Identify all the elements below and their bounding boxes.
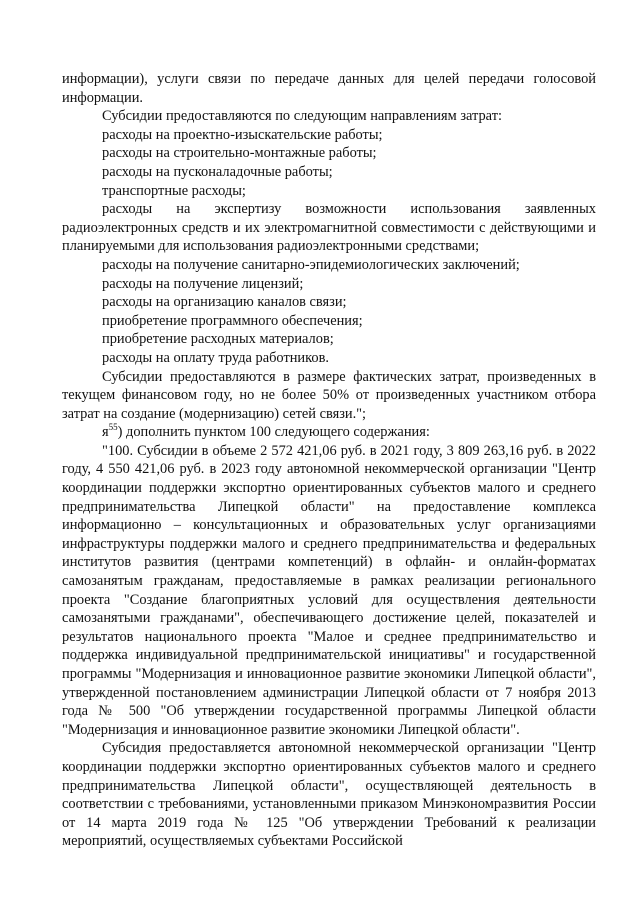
paragraph-subsidy-recipient: Субсидия предоставляется автономной некоммерческой организации "Центр координации поддержки экспортно ориентированных субъектов малого и среднего предпринимательства Липецкой области", осуществляющей деятельность в соответствии с требованиями, установленными приказом Минэкономразвития России от 14 марта 2019 года № 125 "Об утверждении Требований к реализации мероприятий, осуществляемых субъектами Российской bbox=[62, 740, 596, 850]
list-item: расходы на получение лицензий; bbox=[102, 275, 304, 292]
footnote-superscript: 55 bbox=[108, 422, 118, 433]
paragraph-amendment bbox=[62, 423, 596, 442]
document-page bbox=[62, 70, 596, 851]
list-item: расходы на получение санитарно-эпидемиологических заключений; bbox=[102, 256, 520, 273]
amendment-letter: я bbox=[102, 424, 109, 441]
list-item: приобретение программного обеспечения; bbox=[102, 312, 363, 329]
paragraph-subsidy-size: Субсидии предоставляются в размере фактических затрат, произведенных в текущем финансовом году, но не более 50% от произведенных участником отбора затрат на создание (модернизацию) сетей связи."; bbox=[62, 368, 596, 422]
paragraph-expertise: расходы на экспертизу возможности использования заявленных радиоэлектронных средств и их электромагнитной совместимости с действующими и планируемыми для использования радиоэлектронными средствами; bbox=[62, 201, 596, 255]
list-item: расходы на проектно-изыскательские работы; bbox=[102, 126, 383, 143]
list-item: расходы на организацию каналов связи; bbox=[102, 294, 347, 311]
list-item: приобретение расходных материалов; bbox=[102, 331, 334, 348]
list-item: расходы на строительно-монтажные работы; bbox=[102, 145, 377, 162]
list-item: расходы на оплату труда работников. bbox=[102, 349, 329, 366]
list-item: транспортные расходы; bbox=[102, 182, 246, 199]
paragraph-item-100: "100. Субсидии в объеме 2 572 421,06 руб. в 2021 году, 3 809 263,16 руб. в 2022 году, 4 550 421,06 руб. в 2023 году автономной некоммерческой организации "Центр координации поддержки экспортно ориентированных субъектов малого и среднего предпринимательства Липецкой области" на предоставление комплекса информационно – консультационных и образовательных услуг организациями инфраструктуры поддержки малого и среднего предпринимательства и федеральных институтов развития (центрами компетенций) в офлайн- и онлайн-форматах самозанятым гражданам, предоставляемые в рамках реализации регионального проекта "Создание благоприятных условий для осуществления деятельности самозанятыми гражданами", обеспечивающего достижение целей, показателей и результатов национального проекта "Малое и среднее предпринимательство и поддержка индивидуальной предпринимательской инициативы" и государственной программы "Модернизация и инновационное развитие экономики Липецкой области", утвержденной постановлением администрации Липецкой области от 7 ноября 2013 года № 500 "Об утверждении государственной программы Липецкой области "Модернизация и инновационное развитие экономики Липецкой области". bbox=[62, 442, 596, 738]
list-item: расходы на пусконаладочные работы; bbox=[102, 163, 333, 180]
paragraph-continuation: информации), услуги связи по передаче данных для целей передачи голосовой информации. bbox=[62, 71, 596, 106]
paragraph-directions-intro: Субсидии предоставляются по следующим направлениям затрат: bbox=[102, 108, 502, 125]
amendment-text: ) дополнить пунктом 100 следующего содержания: bbox=[117, 424, 430, 441]
